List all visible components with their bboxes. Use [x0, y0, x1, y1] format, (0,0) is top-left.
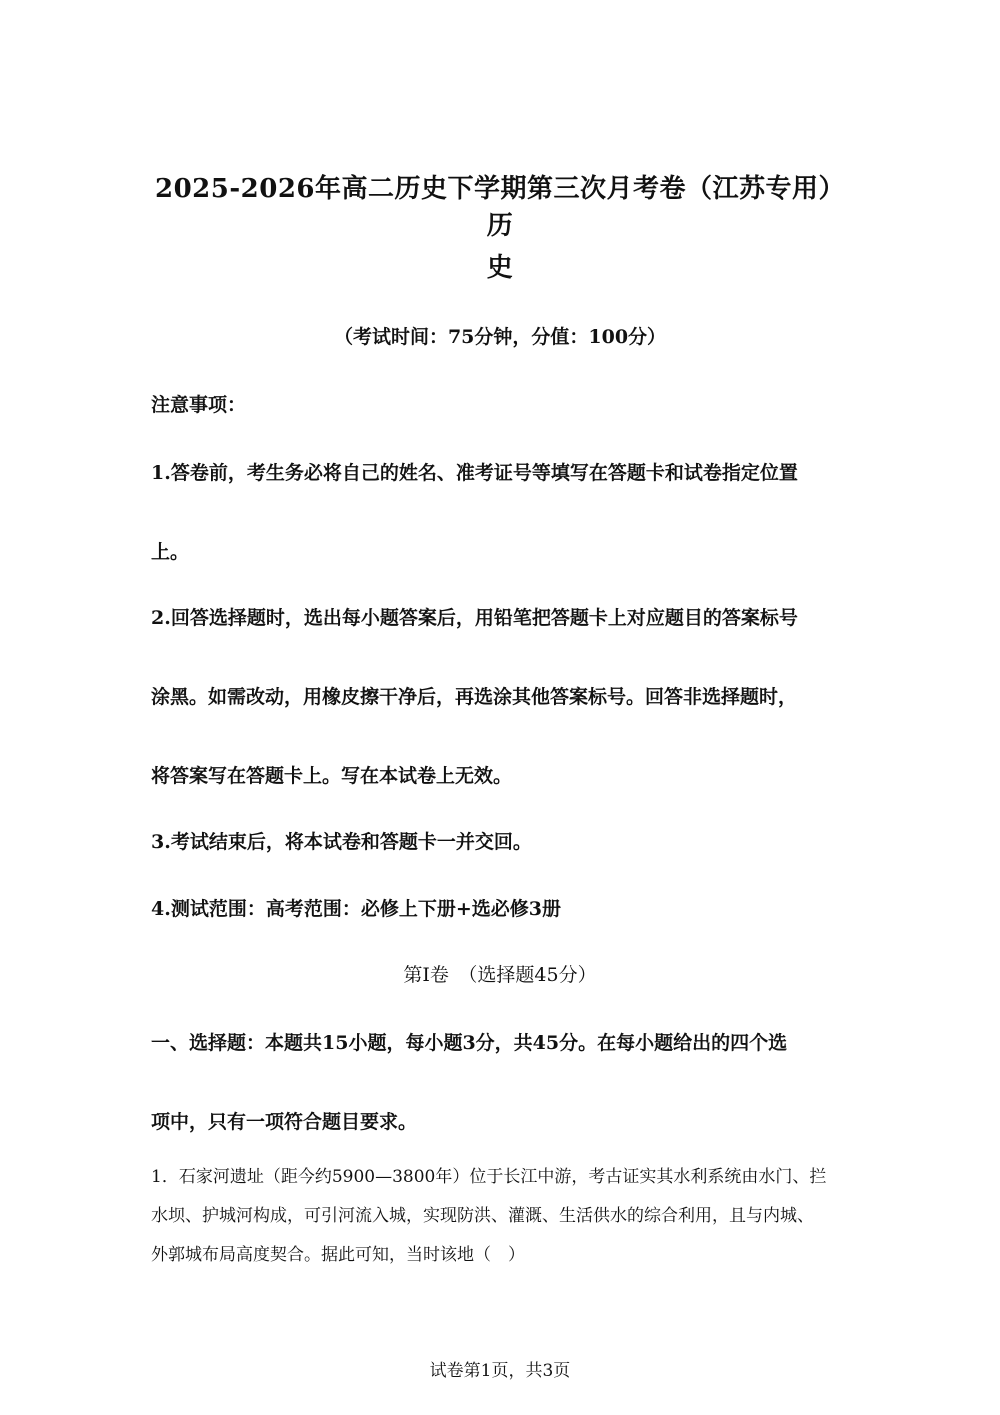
part-heading: 一、选择题：本题共15小题，每小题3分，共45分。在每小题给出的四个选	[151, 1032, 788, 1054]
part-heading-continued: 项中，只有一项符合题目要求。	[151, 1111, 418, 1133]
note-line: 1.答卷前，考生务必将自己的姓名、准考证号等填写在答题卡和试卷指定位置	[151, 462, 798, 484]
exam-info: （考试时间：75分钟，分值：100分）	[333, 326, 667, 348]
page-title-continued: 史	[486, 253, 514, 283]
notes-heading: 注意事项：	[151, 394, 247, 416]
note-line: 2.回答选择题时，选出每小题答案后，用铅笔把答题卡上对应题目的答案标号	[151, 607, 798, 629]
note-line: 3.考试结束后，将本试卷和答题卡一并交回。	[151, 831, 532, 853]
question-text: 1．石家河遗址（距今约5900—3800年）位于长江中游，考古证实其水利系统由水门、拦	[151, 1167, 827, 1187]
question-text: 外郭城布局高度契合。据此可知，当时该地（ ）	[151, 1245, 525, 1265]
question-text: 水坝、护城河构成，可引河流入城，实现防洪、灌溉、生活供水的综合利用，且与内城、	[151, 1206, 814, 1226]
note-line: 涂黑。如需改动，用橡皮擦干净后，再选涂其他答案标号。回答非选择题时，	[151, 686, 798, 708]
note-line: 4.测试范围：高考范围：必修上下册+选必修3册	[151, 898, 561, 920]
note-line: 将答案写在答题卡上。写在本试卷上无效。	[151, 765, 513, 787]
page-footer: 试卷第1页，共3页	[429, 1361, 571, 1381]
note-line: 上。	[151, 541, 190, 563]
section-title: 第Ⅰ卷 （选择题45分）	[403, 964, 597, 986]
page-title: 2025-2026年高二历史下学期第三次月考卷（江苏专用）历	[154, 174, 846, 241]
